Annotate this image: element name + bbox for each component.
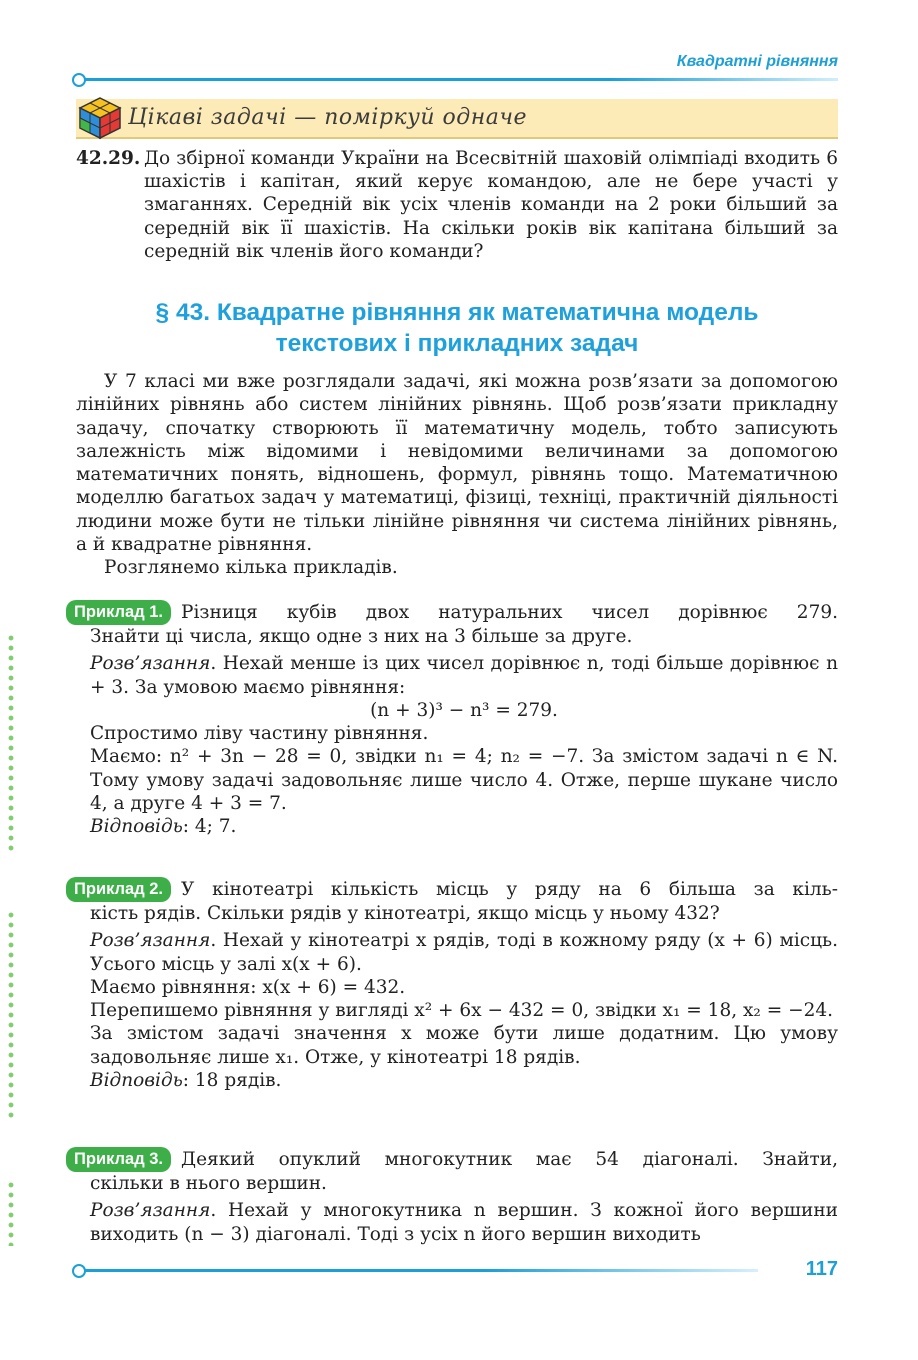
example-3-statement: Деякий опуклий многокутник має 54 діагоналі. Знайти, (181, 1149, 838, 1170)
example-2-dotted-marker (8, 910, 14, 1118)
example-1-dotted-marker (8, 633, 14, 851)
example-1-solution-label: Розв’язання (90, 653, 211, 675)
example-2-answer: : 18 рядів. (182, 1070, 282, 1092)
example-1-simplify: Спростимо ліву частину рівняння. (90, 723, 429, 745)
example-2-solution-label: Розв’язання (90, 930, 211, 952)
example-1-formula: (n + 3)³ − n³ = 279. (370, 699, 558, 721)
section-title-line1: § 43. Квадратне рівняння як математична модель (155, 299, 759, 326)
intro-paragraph: У 7 класі ми вже розглядали задачі, які можна розв’язати за допомогою лінійних рівнянь або систем лінійних рівнянь. Щоб розв’язати прикладну задачу, спочатку створюють її математичну модель, тобто записують залежність між відомими і невідомими величинами за допомогою математичних понять, відношень, формул, рівнянь тощо. Математичною моделлю багатьох задач у математиці, фізиці, техніці, практичній діяльності людини може бути не тільки лінійне рівняння чи система лінійних рівнянь, а й квадратне рівняння. (76, 371, 838, 556)
example-1-badge: Приклад 1. (66, 600, 171, 625)
intro-paragraph-examples: Розглянемо кілька прикладів. (104, 557, 398, 579)
example-2-answer-label: Відповідь (90, 1070, 183, 1092)
example-3-dotted-marker (8, 1180, 14, 1246)
problem-number: 42.29. (76, 148, 141, 169)
example-1-roots: Маємо: n² + 3n − 28 = 0, звідки n₁ = 4; n₂ = −7. За змістом задачі n ∈ N. Тому умову задачі задовольняє лише число 4. Отже, перше шукане число 4, а друге 4 + 3 = 7. (90, 746, 838, 815)
banner-title: Цікаві задачі — поміркуй одначе (128, 105, 528, 130)
problem-text: До збірної команди України на Всесвітній шаховій олімпіаді входить 6 шахістів і капітан, який керує командою, але не бере участі у змаганнях. Середній вік усіх членів команди на 2 роки більший за середній вік її шахістів. На скільки років вік капітана більший за середній вік членів його команди? (144, 148, 838, 262)
example-2-equation: Маємо рівняння: x(x + 6) = 432. (90, 976, 406, 998)
header-rule-circle (72, 73, 86, 87)
example-2-statement: У кінотеатрі кількість місць у ряду на 6 більша за кіль- (181, 879, 838, 900)
example-3-solution-text: . Нехай у многокутника n вершин. З кожної його вершини виходить (n − 3) діагоналі. Тоді з усіх n його вершин виходить (90, 1200, 838, 1245)
rubik-cube-icon (76, 94, 124, 142)
example-3 (66, 1147, 838, 1246)
example-2-conclusion: За змістом задачі значення x може бути лише додатним. Цю умову задовольняє лише x₁. Отже, у кінотеатрі 18 рядів. (90, 1023, 838, 1068)
chapter-title: Квадратні рівняння (676, 53, 838, 70)
interesting-problems-banner (76, 99, 838, 139)
example-2-badge: Приклад 2. (66, 877, 171, 902)
section-title-line2: текстових і прикладних задач (275, 330, 639, 357)
example-2 (66, 877, 838, 1092)
intro-text (76, 370, 838, 580)
example-1-statement-cont: Знайти ці числа, якщо одне з них на 3 більше за друге. (90, 626, 633, 647)
example-1-answer-label: Відповідь (90, 816, 183, 838)
example-1-solution-text: . Нехай менше із цих чисел дорівнює n, тоді більше дорівнює n + 3. За умовою маємо рівняння: (90, 653, 838, 698)
example-3-badge: Приклад 3. (66, 1147, 171, 1172)
example-1-statement: Різниця кубів двох натуральних чисел дорівнює 279. (181, 602, 838, 623)
example-1-answer: : 4; 7. (182, 816, 237, 838)
page-number: 117 (805, 1258, 838, 1280)
example-3-statement-cont: скільки в нього вершин. (90, 1173, 327, 1194)
section-title (76, 297, 838, 359)
example-2-statement-cont: кість рядів. Скільки рядів у кінотеатрі, якщо місць у ньому 432? (90, 903, 720, 924)
footer-rule-circle (72, 1264, 86, 1278)
footer-rule (78, 1269, 758, 1272)
example-2-solution-text: . Нехай у кінотеатрі x рядів, тоді в кожному ряду (x + 6) місць. Усього місць у залі x(x + 6). (90, 930, 838, 975)
header-rule (78, 78, 838, 81)
example-2-roots: Перепишемо рівняння у вигляді x² + 6x − 432 = 0, звідки x₁ = 18, x₂ = −24. (90, 1000, 834, 1022)
example-3-solution-label: Розв’язання (90, 1200, 211, 1222)
example-1 (66, 600, 838, 839)
